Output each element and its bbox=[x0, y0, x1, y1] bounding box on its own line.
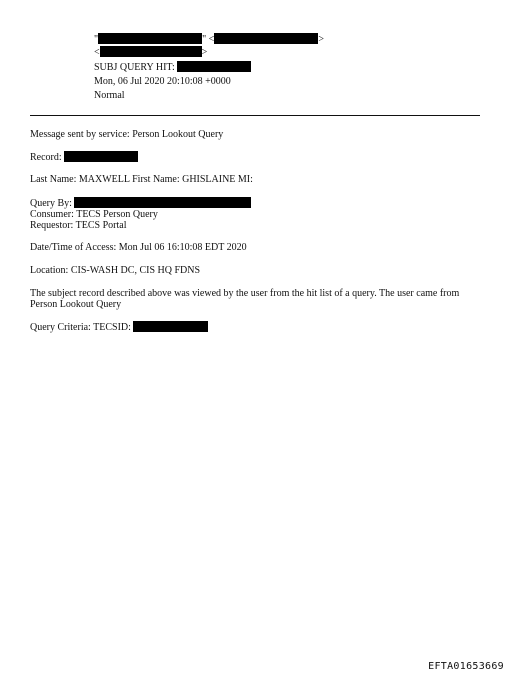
query-criteria-line bbox=[30, 321, 208, 333]
from-angle-close: > bbox=[318, 34, 324, 45]
record-line bbox=[30, 151, 138, 163]
location-line: Location: CIS-WASH DC, CIS HQ FDNS bbox=[30, 265, 201, 276]
requestor-line: Requestor: TECS Portal bbox=[30, 220, 127, 231]
consumer-line: Consumer: TECS Person Query bbox=[30, 209, 158, 220]
record-redaction bbox=[64, 151, 138, 162]
bates-number: EFTA01653669 bbox=[428, 661, 504, 672]
record-label: Record: bbox=[30, 152, 62, 163]
from-email-redaction bbox=[214, 33, 318, 44]
from-value bbox=[94, 33, 324, 46]
name-line: Last Name: MAXWELL First Name: GHISLAINE MI: bbox=[30, 174, 253, 185]
tecsid-redaction bbox=[133, 321, 208, 332]
from-mid: " < bbox=[202, 34, 215, 45]
to-email-redaction bbox=[100, 46, 202, 57]
to-value bbox=[94, 46, 207, 59]
importance-value: Normal bbox=[94, 90, 125, 101]
description-line-2: Person Lookout Query bbox=[30, 299, 122, 310]
to-angle-close: > bbox=[201, 47, 208, 58]
message-sent-line: Message sent by service: Person Lookout Query bbox=[30, 129, 224, 140]
from-open-quote: " bbox=[94, 34, 99, 45]
date-value: Mon, 06 Jul 2020 20:10:08 +0000 bbox=[94, 76, 231, 87]
header-divider bbox=[30, 115, 480, 116]
query-by-redaction bbox=[74, 197, 251, 208]
access-time-line: Date/Time of Access: Mon Jul 06 16:10:08 EDT 2020 bbox=[30, 242, 247, 253]
description-line-1: The subject record described above was viewed by the user from the hit list of a query. The user came from bbox=[30, 288, 460, 299]
to-angle-open: < bbox=[94, 47, 100, 58]
query-criteria-label: Query Criteria: TECSID: bbox=[30, 322, 131, 333]
subject-value bbox=[94, 61, 251, 74]
subject-redaction bbox=[177, 61, 251, 72]
query-by-line bbox=[30, 197, 251, 209]
subject-text: SUBJ QUERY HIT: bbox=[94, 62, 175, 73]
query-by-label: Query By: bbox=[30, 198, 72, 209]
from-name-redaction bbox=[98, 33, 202, 44]
